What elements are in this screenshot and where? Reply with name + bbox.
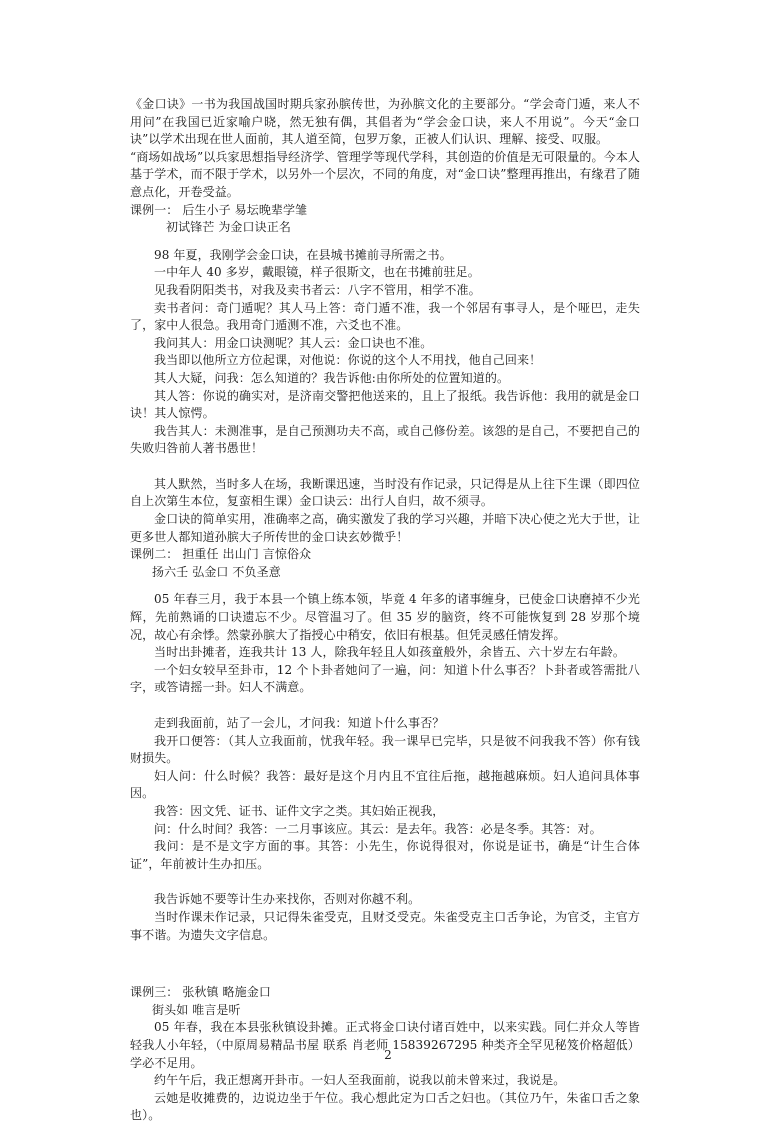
case2-paragraph: 我答：因文凭、证书、证件文字之类。其妇始正视我， (154, 803, 445, 818)
case1-paragraph: 见我看阴阳类书，对我及卖书者云：八字不管用，相学不准。 (154, 282, 481, 297)
spacer (130, 944, 640, 984)
document-body (130, 96, 640, 1125)
case2-paragraph: 我问：是不是文字方面的事。其答：小先生，你说得很对，你说是证书，确是“计生合体证”，年前被计生办扣压。 (130, 839, 640, 871)
case3-paragraph: 05 年春，我在本县张秋镇设卦摊。正式将金口诀付诸百姓中，以来实践。同仁并众人等皆轻我人小年轻，（中原周易精品书屋 联系 肖老师 15839267295 种类齐全罕见秘笈价格超低）学必不足用。 (130, 1020, 640, 1070)
case2-paragraph: 我开口便答：（其人立我面前，忧我年轻。我一课早已完毕，只是彼不问我我不答）你有钱财损失。 (130, 733, 640, 766)
case2-paragraph: 走到我面前，站了一会儿，才问我：知道卜什么事否？ (154, 716, 445, 730)
page-number: 2 (384, 1048, 392, 1062)
case1-paragraph: 其人大疑，问我：怎么知道的？我告诉他:由你所处的位置知道的。 (154, 370, 510, 385)
case1-paragraph: 一中年人 40 多岁，戴眼镜，样子很斯文，也在书摊前驻足。 (154, 265, 480, 280)
case1-title: 课例一： 后生小子 易坛晚辈学雏 (130, 202, 308, 217)
spacer (130, 581, 640, 591)
case2-paragraph: 问：什么时间？我答：一二月事该应。其云：是去年。我答：必是冬季。其答：对。 (154, 821, 602, 836)
case1-paragraph: 98 年夏，我刚学会金口诀，在县城书摊前寻所需之书。 (154, 247, 452, 262)
case3-subtitle: 街头如 唯言是听 (152, 1002, 241, 1017)
case3-title: 课例三： 张秋镇 略施金口 (130, 985, 271, 1000)
spacer (130, 873, 640, 891)
case1-paragraph: 我问其人：用金口诀测呢？其人云：金口诀也不准。 (154, 335, 433, 350)
case1-paragraph: 我当即以他所立方位起课，对他说：你说的这个人不用找，他自己回来！ (154, 353, 542, 368)
case1-paragraph: 其人答：你说的确实对，是济南交警把他送来的，且上了报纸。我告诉他：我用的就是金口诀！其人惊愕。 (130, 388, 640, 421)
intro-paragraph-1: 《金口诀》一书为我国战国时期兵家孙膑传世，为孙膑文化的主要部分。“学会奇门遁，来人不用问”在我国已近家喻户晓，然无独有偶，其倡者为“学会金口诀，来人不用说”。今天“金口诀”以学术出现在世人面前，其人道至简，包罗万象，正被人们认识、理解、接受、叹服。 (130, 97, 640, 147)
case2-paragraph: 当时出卦摊者，连我共计 13 人，除我年轻且人如孩童般外，余皆五、六十岁左右年龄。 (154, 645, 626, 660)
case2-paragraph: 我告诉她不要等计生办来找你，否则对你越不利。 (154, 892, 421, 907)
intro-paragraph-2: “商场如战场”以兵家思想指导经济学、管理学等现代学科，其创造的价值是无可限量的。今本人基于学术，而不限于学术，以另外一个层次，不同的角度，对“金口诀”整理再推出，有缘君了随意点化，开卷受益。 (130, 149, 640, 199)
case1-paragraph: 其人默然，当时多人在场，我断课迅速，当时没有作记录，只记得是从上往下生课（即四位自上次第生本位，复蛮相生课）金口诀云：出行人自归，故不须寻。 (130, 476, 640, 509)
case3-paragraph: 云她是收摊费的，边说边坐于午位。我心想此定为口舌之妇也。（其位乃午，朱雀口舌之象也）。 (130, 1090, 640, 1123)
case1-paragraph: 金口诀的简单实用，准确率之高，确实激发了我的学习兴趣，并暗下决心使之光大于世，让更多世人都知道孙膑大子所传世的金口诀玄妙微乎！ (130, 512, 640, 544)
case1-paragraph: 我告其人：未测准事，是自己预测功夫不高，或自己修份差。该怨的是自己，不要把自己的失败归咎前人著书愚世！ (130, 423, 640, 456)
case3-paragraph: 约午午后，我正想离开卦市。一妇人至我面前，说我以前未曾来过，我说是。 (154, 1073, 566, 1088)
case2-paragraph: 05 年春三月，我于本县一个镇上练本领，毕竟 4 年多的诸事缠身，已使金口诀磨掉不少光辉，先前熟诵的口诀遗忘不少。尽管温习了。但 35 岁的脑资，终不可能恢复到 28 岁那个境况，故心有余悸。然蒙孙膑大了指授心中稍安，依旧有根基。但凭灵感任情发挥。 (130, 592, 640, 642)
case2-title: 课例二： 担重任 出山门 言惊俗众 (130, 547, 312, 562)
spacer (130, 458, 640, 476)
case1-subtitle: 初试锋芒 为金口诀正名 (166, 220, 291, 235)
case2-paragraph: 妇人问：什么时候？我答：最好是这个月内且不宜往后拖，越拖越麻烦。妇人追问具体事因。 (130, 768, 640, 801)
spacer (130, 237, 640, 247)
case2-paragraph: 一个妇女较早至卦市，12 个卜卦者她问了一遍，问：知道卜什么事否？卜卦者或答需批八字，或答请摇一卦。妇人不满意。 (130, 662, 640, 695)
case2-paragraph: 当时作课未作记录，只记得朱雀受克，且财爻受克。朱雀受克主口舌争论，为官爻，主官方事不谐。为遗失文字信息。 (130, 909, 640, 942)
case2-subtitle: 扬六壬 弘金口 不负圣意 (152, 564, 281, 579)
case1-paragraph: 卖书者问：奇门遁呢？其人马上答：奇门遁不准，我一个邻居有事寻人，是个哑巴，走失了，家中人很急。我用奇门遁测不准，六爻也不准。 (130, 300, 640, 333)
spacer (130, 697, 640, 715)
